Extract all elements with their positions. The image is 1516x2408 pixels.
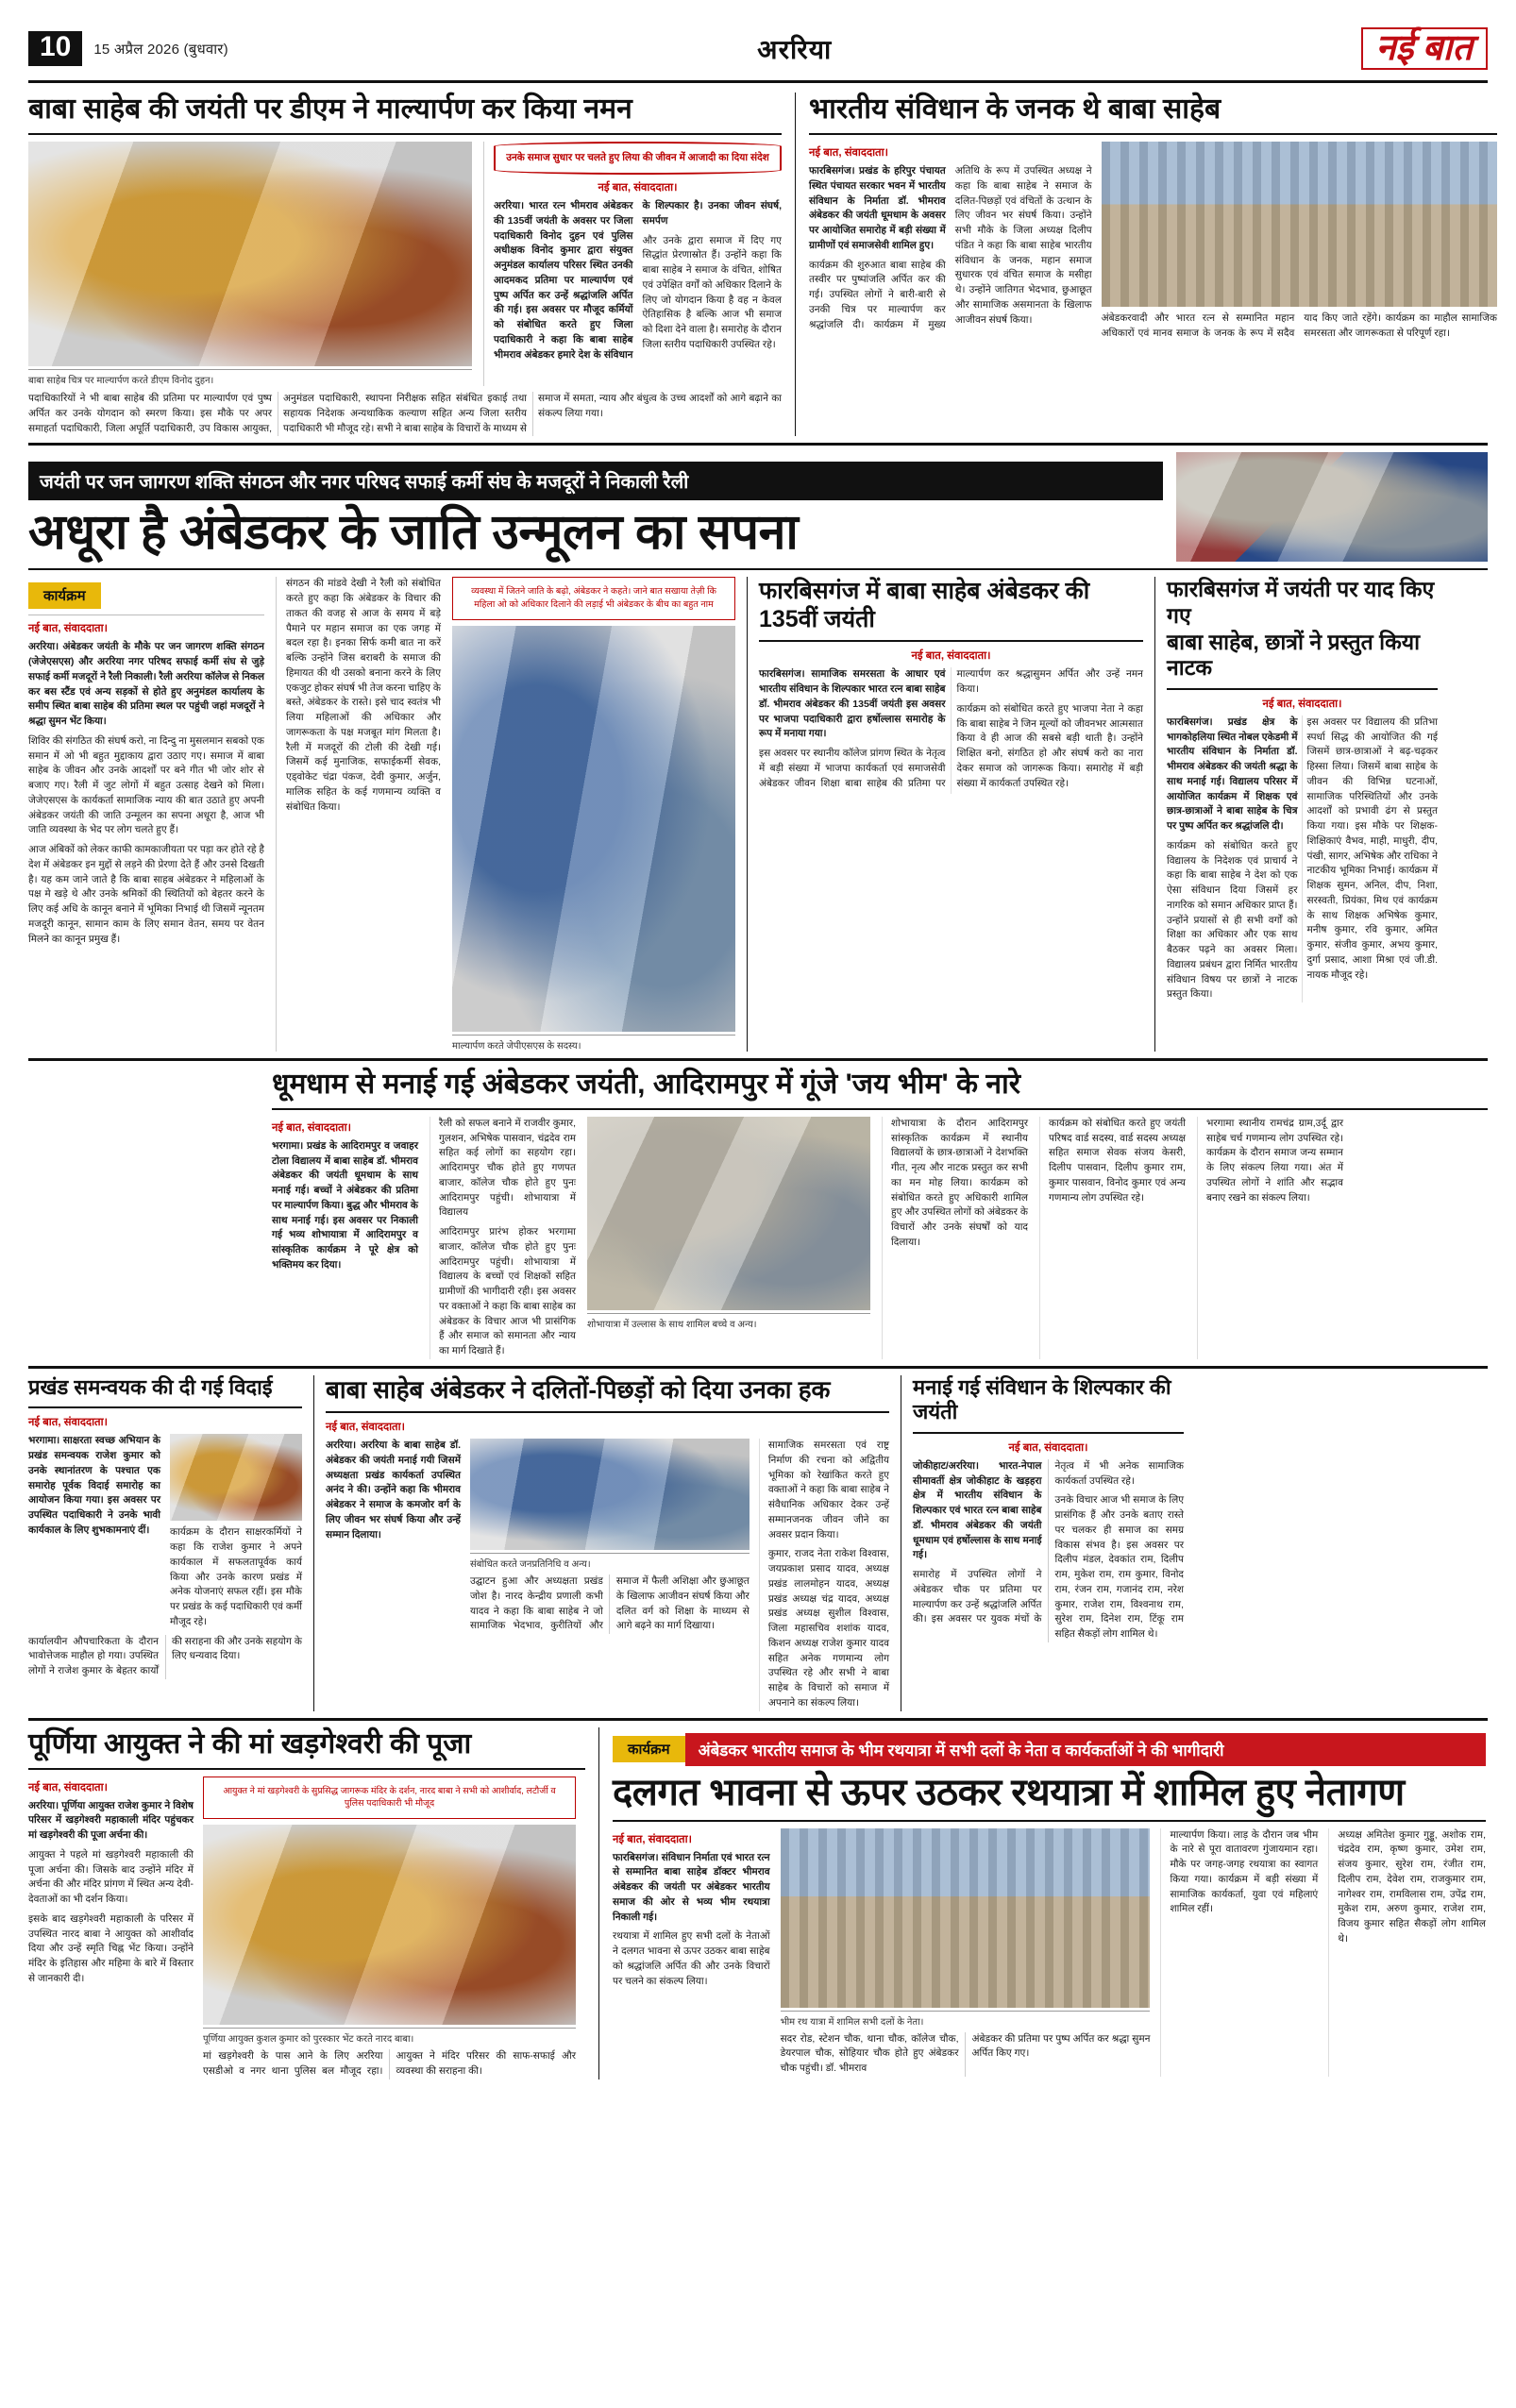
a6-photo-caption: शोभायात्रा में उल्लास के साथ शामिल बच्चे व अन्य।	[587, 1313, 870, 1330]
a3-tag: कार्यक्रम	[28, 582, 101, 609]
article-noble-academy-drama	[1154, 577, 1438, 1052]
a7-byline: नई बात, संवाददाता।	[28, 1417, 108, 1429]
edition-name: अररिया	[757, 34, 833, 64]
a9-headline: मनाई गई संविधान के शिल्पकार की जयंती	[913, 1374, 1171, 1424]
article-dm-garland	[28, 93, 782, 436]
a4-para-1: फारबिसगंज। सामाजिक समरसता के आधार एवं भारतीय संविधान के शिल्पकार भारत रत्न बाबा साहेब डॉ. भीमराव अंबेडकर की 135वीं जयंती इस अवसर पर भाजपा पदाधिकारी द्वारा हर्षोल्लास समारोह के रूप में मनाया गया।	[759, 668, 946, 740]
a5-para-3: इस अवसर पर विद्यालय की प्रतिभा स्पर्धा सिद्ध की आयोजित की गई जिसमें छात्र-छात्राओं ने बढ़-चढ़कर हिस्सा लिया। जिसमें बाबा साहेब के जीवन की विभिन्न घटनाओं, सामाजिक परिस्थितियों और उनके आदर्शों को प्रभावी ढंग से प्रस्तुत किया गया। इस मौके पर शिक्षक-शिक्षिकाएं वैभव, माही, माधुरी, दीप, पंखी, सागर, अभिषेक और राधिका ने नाटकीय भूमिका निभाई। कार्यक्रम में शिक्षक सुमन, अनिल, दीप, निशा, सरस्वती, प्रियंका, मिथ एवं कार्यक्रम के साथ शिक्षक अभिषेक कुमार, मनीष कुमार, रवि कुमार, अमित कुमार, संजीव कुमार, अभय कुमार, दुर्गा प्रसाद, आशा मिश्रा एवं जी.डी. नायक मौजूद रहे।	[1306, 716, 1438, 981]
a1-photo-caption: बाबा साहेब चित्र पर माल्यार्पण करते डीएम विनोद दुहन।	[28, 369, 472, 386]
a8-para-3: सामाजिक समरसता एवं राष्ट्र निर्माण की रचना को अद्वितीय भूमिका को रेखांकित करते हुए वक्ताओं ने कहा कि बाबा साहेब ने संवैधानिक अधिकार देकर उन्हें सम्मानजनक जीवन जीने का अवसर प्रदान किया।	[767, 1440, 889, 1541]
a4-para-2: इस अवसर पर स्थानीय कॉलेज प्रांगण स्थित के नेतृत्व में बड़ी संख्या में भाजपा कार्यकर्ता एवं समाजसेवी अंबेडकर जीवन शिक्षा बाबा साहेब की प्रतिमा पर माल्यार्पण कर श्रद्धासुमन अर्पित और उन्हें नमन किया।	[759, 668, 1143, 789]
a6-para-6: भरगामा स्थानीय रामचंद्र ग्राम,उर्दू द्वार साहेब चर्च गणमान्य लोग उपस्थित रहे। कार्यक्रम के दौरान समाज जन्य सम्मान के लिए संकल्प लिया गया। अंत में उपस्थित लोगों ने शांति और सद्भाव बनाए रखने का संकल्प लिया।	[1206, 1117, 1343, 1204]
a4-headline: फारबिसगंज में बाबा साहेब अंबेडकर की 135वीं जयंती	[759, 578, 1090, 633]
masthead	[28, 25, 1488, 83]
a5-headline-2: बाबा साहेब, छात्रों ने प्रस्तुत किया नाटक	[1167, 629, 1421, 681]
article-commissioner-puja	[28, 1727, 585, 2080]
a4-byline: नई बात, संवाददाता।	[911, 650, 991, 663]
a3-byline: नई बात, संवाददाता।	[28, 623, 108, 635]
a11-photo-caption: भीम रथ यात्रा में शामिल सभी दलों के नेता।	[781, 2011, 1151, 2028]
a11-para-3: सदर रोड, स्टेशन चौक, थाना चौक, कॉलेज चौक, डेयरपाल चौक, सोहियार चौक होते हुए अंबेडकर चौक पहुंची। डॉ. भीमराव	[780, 2032, 959, 2075]
a3-para-1: अररिया। अंबेडकर जयंती के मौके पर जन जागरण शक्ति संगठन (जेजेएसएस) और अररिया नगर परिषद सफाई कर्मी संघ से जुड़े सफाई कर्मी मजदूरों ने रैली निकाली। रैली अररिया कॉलेज से निकल कर बस स्टैंड एवं अन्य सड़कों से होते हुए अनुमंडल कार्यालय के समीप स्थित बाबा साहेब की प्रतिमा स्थल पर पहुंची जहां मजदूरों ने श्रद्धा सुमन भेंट किया।	[28, 641, 264, 728]
a5-headline-1: फारबिसगंज में जयंती पर याद किए गए	[1167, 577, 1435, 629]
a9-para-1: जोकीहाट/अररिया। भारत-नेपाल सीमावर्ती क्षेत्र जोकीहाट के खड़हरा क्षेत्र में भारतीय संविधान के शिल्पकार एवं भारत रत्न बाबा साहेब डॉ. भीमराव अंबेडकर की जयंती धूमधाम एवं हर्षोल्लास के साथ मनाई गई।	[913, 1459, 1042, 1561]
a11-para-4: माल्यार्पण किया। लाड़ के दौरान जब भीम के नारे से पूरा वातावरण गुंजायमान रहा। मौके पर जगह-जगह रथयात्रा का स्वागत किया गया। कार्यक्रम में बड़ी संख्या में सामाजिक कार्यकर्ता, युवा एवं महिलाएं शामिल रहीं।	[1170, 1828, 1319, 1915]
a1-para-2: और उनके द्वारा समाज में दिए गए सिद्धांत प्रेरणास्रोत हैं। उन्होंने कहा कि बाबा साहेब ने समाज के वंचित, शोषित एवं उपेक्षित वर्गों को अधिकार दिलाने के लिए जो योगदान किया है वह न केवल ऐतिहासिक है बल्कि आज भी समाज को दिशा देने वाला है। समारोह के दौरान जिला स्तरीय पदाधिकारी उपस्थित रहे।	[642, 234, 782, 350]
page-number: 10	[28, 31, 82, 66]
a10-para-4: मां खड़गेश्वरी के पास आने के लिए अररिया एसडीओ व नगर थाना पुलिस बल मौजूद रहा। आयुक्त ने मंदिर परिसर की साफ-सफाई और व्यवस्था की सराहना की।	[203, 2050, 576, 2077]
a10-para-2: आयुक्त ने पहले मां खड़गेश्वरी महाकाली की पूजा अर्चना की। जिसके बाद उन्होंने मंदिर में अर्चना की और मंदिर प्रांगण में स्थित अन्य देवी-देवताओं का भी दर्शन किया।	[28, 1848, 194, 1906]
a10-photo	[203, 1825, 576, 2025]
a8-para-1: अररिया। अररिया के बाबा साहेब डॉ. अंबेडकर की जयंती मनाई गयी जिसमें अध्यक्षता प्रखंड कार्यकर्ता उपस्थित अनंद ने की। उन्होंने कहा कि भीमराव अंबेडकर ने समाज के कमजोर वर्ग के लिए जीवन भर संघर्ष किया और उन्हें सम्मान दिलाया।	[326, 1440, 461, 1541]
a8-para-2: उद्घाटन हुआ और अध्यक्षता प्रखंड जोश है। नारद केन्द्रीय प्रणाली कभी यादव ने कहा कि बाबा साहेब ने जो सामाजिक भेदभाव, कुरीतियों और समाज में फैली अशिक्षा और छुआछूत के खिलाफ आजीवन संघर्ष किया और दलित वर्ग को शिक्षा के माध्यम से आगे बढ़ने का मार्ग दिखाया।	[469, 1575, 750, 1632]
article-jokihat-jayanti	[901, 1375, 1184, 1711]
a10-byline: नई बात, संवाददाता।	[28, 1781, 108, 1793]
a9-para-2: समारोह में उपस्थित लोगों ने अंबेडकर चौक पर प्रतिमा पर माल्यार्पण कर उन्हें श्रद्धांजलि अर्पित की। इस अवसर पर युवक मंचों के नेतृत्व में भी अनेक सामाजिक कार्यकर्ता उपस्थित रहे।	[913, 1459, 1184, 1625]
a3-photo	[452, 626, 735, 1032]
third-band	[28, 1375, 1488, 1711]
a6-para-5: कार्यक्रम को संबोधित करते हुए जयंती परिषद वार्ड सदस्य, वार्ड सदस्य अध्यक्ष सहित समाज सेवक संजय केसरी, दिलीप पासवान, दिलीप कुमार राम, कुमार पासवान, विनोद कुमार एवं अन्य गणमान्य लोग उपस्थित रहे।	[1049, 1117, 1186, 1204]
a5-para-1: फारबिसगंज। प्रखंड क्षेत्र के भागकोहलिया स्थित नोबल एकेडमी में भारतीय संविधान के निर्माता डॉ. भीमराव अंबेडकर की जयंती श्रद्धा के साथ मनाई गई। विद्यालय परिसर में आयोजित कार्यक्रम में शिक्षक एवं छात्र-छात्राओं ने बाबा साहेब के चित्र पर पुष्प अर्पित कर श्रद्धांजलि दी।	[1167, 716, 1298, 833]
a8-byline: नई बात, संवाददाता।	[326, 1422, 405, 1434]
a3-para-3: आज अंबिकों को लेकर काफी कामकाजीयता पर पड़ा कर होते रहे है देश में अंबेडकर इन मुद्दों से लड़ने की प्रेरणा देते हैं और उनसे दिखती है। यह कम जाने जाते है कि बाबा साहब अंबेडकर ने महिलाओं के पक्ष मे खड़े थे और उनके श्रमिकों की स्थितियों को बेहतर करने के लिए कई अधि के कानून बनाने में भूमिका निभाई थी जिसमें न्यूनतम मजदूरी कानून, सामान काम के लिए समान वेतन, समय पर वेतन मिलने का कानून प्रमुख हैं।	[28, 844, 264, 945]
a5-para-2: कार्यक्रम को संबोधित करते हुए विद्यालय के निदेशक एवं प्राचार्य ने कहा कि बाबा साहेब ने देश को एक ऐसा संविधान दिया जिसमें हर नागरिक को समान अधिकार प्राप्त हैं। उन्होंने प्रयासों से ही सभी वर्गों को शिक्षा का अधिकार और एक साथ बैठकर पढ़ने का अवसर मिला। विद्यालय प्रबंधन द्वारा निर्मित भारतीय संविधान विषय पर छात्रों ने नाटक प्रस्तुत किया।	[1167, 839, 1298, 1001]
a11-para-5: अंबेडकर की प्रतिमा पर पुष्प अर्पित कर श्रद्धा सुमन अर्पित किए गए।	[971, 2032, 1151, 2060]
a11-photo	[781, 1828, 1151, 2008]
a11-para-1: फारबिसगंज। संविधान निर्माता एवं भारत रत्न से सम्मानित बाबा साहेब डॉक्टर भीमराव अंबेडकर की जयंती पर अंबेडकर भारतीय समाज की ओर से भव्य भीम रथयात्रा निकाली गई।	[613, 1851, 770, 1923]
a10-headline: पूर्णिया आयुक्त ने की मां खड़गेश्वरी की पूजा	[28, 1727, 472, 1760]
top-section	[28, 93, 1497, 436]
a3-para-2: शिविर की संगठित की संघर्ष करो, ना दिन्दु ना मुसलमान सबको एक समान में ओ भी बहुत मुद्दाकाय द्वारा उठाए गए। समाज में बाबा साहेब के जीवन और उनके आदर्शों पर बने गीत भी जोर शोर से बजाए गए। रैली में जुट लोगों में बहुत उत्साह देखने को मिला। जेजेएसएस के कार्यकर्ता सामाजिक न्याय की बात उठाते हुए अपनी अंबेडकर जयंती की जाति उन्मूलन का सपना अधूरा है, आज भी जाति व्यवस्था के भेद पर लोग चलते हुए हैं।	[28, 734, 264, 836]
a2-para-3: अंबेडकरवादी और भारत रत्न से सम्मानित महान अधिकारों एवं मानव समाज के जनक के रूप में सदैव याद किए जाते रहेंगे। कार्यक्रम का माहौल सामाजिक समरसता और जागरूकता से परिपूर्ण रहा।	[1101, 312, 1497, 339]
a8-headline: बाबा साहेब अंबेडकर ने दलितों-पिछड़ों को दिया उनका हक	[326, 1374, 831, 1404]
a1-photo	[28, 142, 472, 366]
a1-headline: बाबा साहेब की जयंती पर डीएम ने माल्यार्पण कर किया नमन	[28, 93, 632, 125]
a2-headline: भारतीय संविधान के जनक थे बाबा साहेब	[809, 93, 1221, 125]
article-adirampur-rally	[272, 1068, 1488, 1359]
a6-byline: नई बात, संवाददाता।	[272, 1121, 351, 1134]
a1-para-1: अररिया। भारत रत्न भीमराव अंबेडकर की 135वीं जयंती के अवसर पर जिला पदाधिकारी विनोद दुहन एवं पुलिस अधीक्षक विनोद कुमार द्वारा संयुक्त अनुमंडल कार्यालय परिसर स्थित उनकी आदमकद प्रतिमा पर माल्यार्पण एवं पुष्प अर्पित कर उन्हें श्रद्धांजलि अर्पित की गई। इस अवसर पर मौजूद कर्मियों को संबोधित करते हुए जिला पदाधिकारी ने कहा कि बाबा साहेब भीमराव अंबेडकर हमारे देश के संविधान के शिल्पकार है। उनका जीवन संघर्ष, समर्पण	[494, 200, 782, 361]
a8-photo-caption: संबोधित करते जनप्रतिनिधि व अन्य।	[470, 1553, 750, 1570]
a3-mega-headline: अधूरा है अंबेडकर के जाति उन्मूलन का सपना	[28, 505, 799, 561]
a1-para-3: पदाधिकारियों ने भी बाबा साहेब की प्रतिमा पर माल्यार्पण एवं पुष्प अर्पित कर उनके योगदान को स्मरण किया। इस मौके पर अपर समाहर्ता पदाधिकारी, जिला अपूर्ति पदाधिकारी, उप विकास आयुक्त, अनुमंडल पदाधिकारी, स्थापना निरीक्षक सहित संबंधित इकाई तथा सहायक निदेशक अन्यथाकिक कल्याण सहित अन्य जिला स्तरीय पदाधिकारी भी मौजूद रहे। सभी ने बाबा साहेब के विचारों के माध्यम से समाज में समता, न्याय और बंधुत्व के उच्च आदर्शों को आगे बढ़ाने का संकल्प लिया गया।	[28, 393, 782, 434]
article-caste-dream	[28, 577, 264, 1052]
a10-para-1: अररिया। पूर्णिया आयुक्त राजेश कुमार ने विशेष परिसर में खड़गेश्वरी महाकाली मंदिर पहुंचकर मां खड़गेश्वरी की पूजा अर्चना की।	[28, 1799, 194, 1842]
a3-continued	[276, 577, 441, 1052]
a6-para-4: शोभायात्रा के दौरान आदिरामपुर सांस्कृतिक कार्यक्रम में स्थानीय विद्यालयों के छात्र-छात्राओं ने देशभक्ति गीत, नृत्य और नाटक प्रस्तुत कर सभी का मन मोह लिया। कार्यक्रम को संबोधित करते हुए अधिकारी शामिल हुए और उपस्थित लोगों को अंबेडकर के विचारों और उनके संघर्षों को याद दिलाया।	[891, 1117, 1028, 1248]
a2-byline: नई बात, संवाददाता।	[809, 147, 888, 159]
a1-callout: उनके समाज सुधार पर चलते हुए लिया की जीवन में आजादी का दिया संदेश	[494, 142, 782, 175]
a10-para-3: इसके बाद खड़गेश्वरी महाकाली के परिसर में उपस्थित नारद बाबा ने आयुक्त को आशीर्वाद दिया और उन्हें स्मृति चिह्न भेंट किया। उन्होंने मंदिर के इतिहास और महिमा के बारे में विस्तार से जानकारी दी।	[28, 1912, 194, 1984]
a2-para-1: फारबिसगंज। प्रखंड के हरिपुर पंचायत स्थित पंचायत सरकार भवन में भारतीय संविधान के निर्माता डॉ. भीमराव अंबेडकर की जयंती धूमधाम के अवसर पर आयोजित समारोह में बड़ी संख्या में ग्रामीणों एवं समाजसेवी शामिल हुए।	[809, 165, 946, 251]
a7-headline: प्रखंड समन्वयक की दी गई विदाई	[28, 1374, 273, 1399]
a7-para-1: भरगामा। साक्षरता स्वच्छ अभियान के प्रखंड समन्वयक राजेश कुमार को उनके स्थानांतरण के पश्चात एक समारोह पूर्वक विदाई समारोह का आयोजन किया गया। इस अवसर पर उपस्थित पदाधिकारी ने उनके भावी कार्यकाल के लिए शुभकामनाएं दीं।	[28, 1435, 160, 1536]
a2-para-2: कार्यक्रम की शुरुआत बाबा साहेब की तस्वीर पर पुष्पांजलि अर्पित कर की गई। उपस्थित लोगों ने बारी-बारी से उनकी चित्र पर माल्यार्पण कर श्रद्धांजलि दी। कार्यक्रम में मुख्य अतिथि के रूप में उपस्थित अध्यक्ष ने कहा कि बाबा साहेब ने समाज के दलित-पिछड़ों एवं वंचितों के उत्थान के लिए जीवन भर संघर्ष किया। उन्होंने सभी मौके के जिला अध्यक्ष दिलीप पंडित ने कहा कि बाबा साहेब भारतीय संविधान के जनक, महान समाज सुधारक एवं वंचित समाज के मसीहा थे। उन्होंने जातिगत भेदभाव, छुआछूत और सामाजिक असमानता के खिलाफ आजीवन संघर्ष किया।	[809, 165, 1092, 330]
advertisement[interactable]	[1176, 452, 1488, 562]
article-rath-yatra	[598, 1727, 1486, 2080]
a10-photo-caption: पूर्णिया आयुक्त कुशल कुमार को पुरस्कार भेंट करते नारद बाबा।	[203, 2028, 576, 2045]
a11-para-2: रथयात्रा में शामिल हुए सभी दलों के नेताओं ने दलगत भावना से ऊपर उठकर बाबा साहेब को श्रद्धांजलि अर्पित की और उनके विचारों पर चलने का संकल्प लिया।	[613, 1930, 770, 1987]
a3-callout: व्यवस्था में जितने जाति के बढ़ो, अंबेडकर ने कहते। जाने बात सखाया तेज़ी कि महिला ओ को अधिकार दिलाने की लड़ाई भी अंबेडकर के बीच का बहुत नाम	[452, 577, 735, 620]
a3-para-4: संगठन की मांडवे देखी ने रैली को संबोधित करते हुए कहा कि अंबेडकर के विचार की ताकत की वजह से आज के समय में बड़े पैमाने पर महान समाज का एक जगह में बदल रहा है। इनका सिर्फ कमी बात ना करें बल्कि उन्होंने जिस बराबरी के समाज की हिमायत की थी उसको बनाना करने के लिए एकजुट होकर संघर्ष भी तेज करना चाहिए के बस्ते, अंबेडकर के रास्ते। इसे चाद स्वतंत्र भी लिया महिलाओं की अधिकार और जागरूकता के पक्ष मजबूत मांग मिलता है। रैली में मजदूरों की टोली की देखी गई। जिसमें कई मुनाजिक, सफाईकर्मी सेवक, एड्वोकेट चंद्रा पंकज, देवी कुमार, अर्जुन, मालिक सहित के कई गणमान्य व्यक्ति व संबोधित किया।	[286, 578, 441, 813]
a4-para-3: कार्यक्रम को संबोधित करते हुए भाजपा नेता ने कहा कि बाबा साहेब ने जिन मूल्यों को जीवनभर आत्मसात किया वे ही आज की सबसे बड़ी थाती है। उन्होंने शिक्षित बनो, संगठित हो और संघर्ष करो का नारा देकर समाज को जागरूक किया। समारोह में बड़ी संख्या में कार्यकर्ता उपस्थित रहे।	[956, 702, 1143, 789]
a11-byline: नई बात, संवाददाता।	[613, 1833, 692, 1845]
a1-byline: नई बात, संवाददाता।	[598, 182, 678, 194]
a3-photo-block	[452, 577, 735, 1052]
banner-row	[28, 452, 1488, 562]
a7-photo	[170, 1434, 302, 1521]
a11-mega-headline: दलगत भावना से ऊपर उठकर रथयात्रा में शामिल हुए नेतागण	[613, 1771, 1405, 1813]
a7-para-2: कार्यक्रम के दौरान साक्षरकर्मियों ने कहा कि राजेश कुमार ने अपने कार्यकाल में सफलतापूर्वक कार्य किया और उनके कारण प्रखंड में अनेक योजनाएं सफल रहीं। इस मौके पर प्रखंड के कई पदाधिकारी एवं कर्मी मौजूद रहे।	[170, 1526, 302, 1627]
a9-byline: नई बात, संवाददाता।	[1008, 1441, 1088, 1454]
article-constitution-father	[795, 93, 1497, 436]
second-band	[28, 577, 1488, 1052]
publication-date: 15 अप्रैल 2026 (बुधवार)	[93, 41, 228, 58]
a2-photo	[1102, 142, 1497, 307]
a10-callout: आयुक्त ने मां खड़गेश्वरी के सुप्रसिद्ध जागरूक मंदिर के दर्शन, नारद बाबा ने सभी को आशीर्वाद, लटौर्जी व पुलिस पदाधिकारी भी मौजूद	[203, 1777, 576, 1820]
article-forbesganj-135	[747, 577, 1143, 1052]
a3-photo-caption: माल्यार्पण करते जेपीएसएस के सदस्य।	[452, 1035, 735, 1052]
a5-byline: नई बात, संवाददाता।	[1262, 698, 1342, 710]
a3-strip-headline: जयंती पर जन जागरण शक्ति संगठन और नगर परिषद सफाई कर्मी संघ के मजदूरों ने निकाली रैली	[28, 462, 1163, 500]
a6-para-3: आदिरामपुर प्रारंभ होकर भरगामा बाजार, कॉलेज चौक होते हुए पुनः आदिरामपुर पहुंची। शोभायात्रा में विद्यालय के बच्चों एवं शिक्षकों सहित ग्रामीणों की भागीदारी रही। इस अवसर पर वक्ताओं ने कहा कि बाबा साहेब का अंबेडकर के विचार आज भी प्रासंगिक हैं और समाज को समानता और न्याय का मार्ग दिखाते हैं।	[439, 1226, 576, 1357]
fourth-band	[28, 1727, 1488, 2080]
masthead-left	[28, 31, 228, 66]
a8-para-4: कुमार, राजद नेता राकेश विश्वास, जयप्रकाश प्रसाद यादव, अध्यक्ष प्रखंड लालमोहन यादव, अध्यक्ष प्रखंड अध्यक्ष चंद्र यादव, अध्यक्ष प्रखंड अध्यक्ष सुशील विश्वास, जिला महासचिव शशांक यादव, किशन अध्यक्ष राजेश कुमार यादव सहित अनेक गणमान्य लोग उपस्थित रहे और सभी ने बाबा साहेब के विचारों को समाज में अपनाने का संकल्प लिया।	[767, 1548, 889, 1709]
a11-para-6: अध्यक्ष अमितेश कुमार गुड्डू, अशोक राम, चंद्रदेव राम, कृष्ण कुमार, उमेश राम, संजय कुमार, सुरेश राम, रंजीत राम, दिलीप राम, देवेश राम, राजकुमार राम, नागेश्वर राम, रामविलास राम, उपेंद्र राम, मुकेश राम, अरुण कुमार, राजेश राम, विजय कुमार सहित सैकड़ों लोग शामिल थे।	[1338, 1828, 1486, 1945]
a11-strip: अंबेडकर भारतीय समाज के भीम रथयात्रा में सभी दलों के नेता व कार्यकर्ताओं ने की भागीदारी	[685, 1733, 1486, 1766]
a11-tag: कार्यक्रम	[613, 1736, 685, 1762]
a9-para-3: उनके विचार आज भी समाज के लिए प्रासंगिक हैं और उनके बताए रास्ते पर चलकर ही समाज का समग्र विकास संभव है। इस अवसर पर दिलीप मंडल, देवकांत राम, दिलीप राम, मुकेश राम, राम कुमार, विनोद राम, रंजन राम, गजानंद राम, नरेश कुमार, राजेश राम, विश्वनाथ राम, सुरेश राम, दिनेश राम, टिंकू राम सहित सैकड़ों लोग शामिल थे।	[1054, 1494, 1184, 1640]
a6-photo	[587, 1117, 870, 1310]
article-coordinator-farewell	[28, 1375, 302, 1711]
a6-headline: धूमधाम से मनाई गई अंबेडकर जयंती, आदिरामपुर में गूंजे 'जय भीम' के नारे	[272, 1068, 1021, 1100]
a6-para-1: भरगामा। प्रखंड के आदिरामपुर व जवाहर टोला विद्यालय में बाबा साहेब डॉ. भीमराव अंबेडकर की जयंती धूमधाम के साथ मनाई गई। बच्चों ने अंबेडकर की प्रतिमा पर माल्यार्पण किया। बुद्ध और भीमराव के साथ मनाई गई। इस अवसर पर निकाली गई भव्य शोभायात्रा में आदिरामपुर व सांस्कृतिक कार्यक्रम ने पूरे क्षेत्र को भक्तिमय कर दिया।	[272, 1139, 418, 1271]
a8-photo	[470, 1439, 750, 1550]
brand-logo: नई बात	[1361, 27, 1488, 71]
a7-para-3: कार्यालयीन औपचारिकता के दौरान भावोत्तेजक माहौल हो गया। उपस्थित लोगों ने राजेश कुमार के बेहतर कार्यों की सराहना की और उनके सहयोग के लिए धन्यवाद दिया।	[28, 1635, 302, 1677]
a6-para-2: रैली को सफल बनाने में राजवीर कुमार, गुलशन, अभिषेक पासवान, चंद्रदेव राम सहित कई लोगों का सहयोग रहा। आदिरामपुर चौक होते हुए गणपत बाजार, कॉलेज चौक होते हुए पुनः आदिरामपुर पहुंची। शोभायात्रा में विद्यालय	[439, 1117, 576, 1219]
article-dalit-rights	[313, 1375, 889, 1711]
